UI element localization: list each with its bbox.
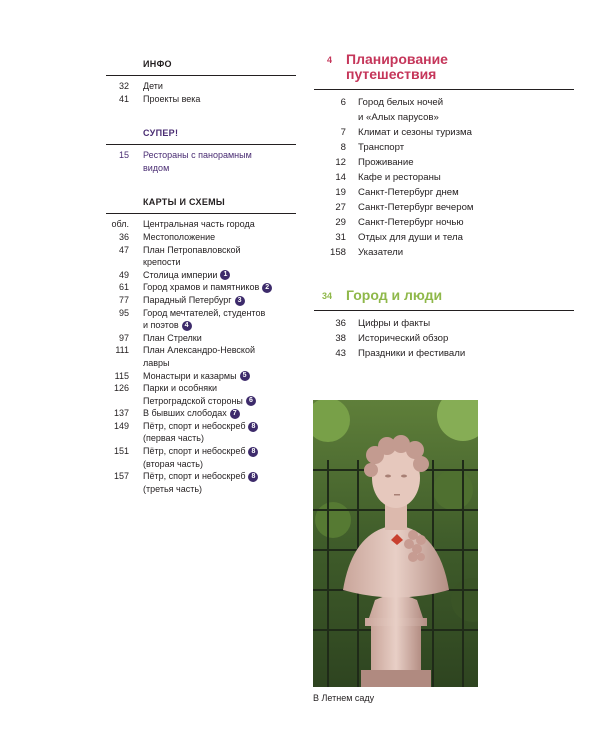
statue-photo <box>313 400 478 687</box>
chapter-heading-city[interactable] <box>314 288 574 303</box>
chapter-number: 4 <box>326 55 332 65</box>
route-number-badge: 7 <box>230 409 240 419</box>
list-item[interactable]: 115 Монастыри и казармы 5 <box>106 370 296 383</box>
route-number-badge: 2 <box>262 283 272 293</box>
route-number-badge: 6 <box>246 396 256 406</box>
list-item[interactable]: 32 Дети <box>118 81 163 91</box>
route-number-badge: 3 <box>235 296 245 306</box>
list-item[interactable]: 61 Город храмов и памятников 2 <box>106 281 296 294</box>
right-column <box>314 52 574 361</box>
list-item[interactable]: 97 План Стрелки <box>118 332 202 343</box>
route-number-badge: 8 <box>248 422 258 432</box>
super-divider <box>106 144 296 145</box>
chapter1-list <box>314 95 574 260</box>
chapter-title: Планирование путешествия <box>346 51 448 82</box>
list-item[interactable]: 19 Санкт-Петербург днем <box>335 187 459 198</box>
list-item[interactable]: 77 Парадный Петербург 3 <box>106 294 296 307</box>
route-number-badge: 8 <box>248 472 258 482</box>
list-item[interactable]: 47 План Петропавловской крепости <box>118 244 241 268</box>
super-list <box>106 149 296 174</box>
photo-caption: В Летнем саду <box>313 693 375 703</box>
chapter2-list <box>314 316 574 361</box>
chapter-heading-planning[interactable] <box>314 52 574 82</box>
list-item[interactable]: 158 Указатели <box>329 247 404 258</box>
list-item[interactable]: 8 Транспорт <box>340 142 405 153</box>
list-item[interactable]: 15 Рестораны с панорамным видом <box>118 150 252 173</box>
info-list <box>106 80 296 105</box>
list-item[interactable]: 38 Исторический обзор <box>335 333 449 344</box>
list-item[interactable]: 43 Праздники и фестивали <box>335 348 466 359</box>
maps-section-title: КАРТЫ И СХЕМЫ <box>143 197 226 208</box>
list-item[interactable]: 111 План Александро-Невской лавры <box>115 345 255 368</box>
list-item[interactable]: 27 Санкт-Петербург вечером <box>335 202 474 213</box>
list-item[interactable]: 149 Пётр, спорт и небоскреб 8 (первая часть) <box>106 420 296 445</box>
route-number-badge: 8 <box>248 447 258 457</box>
info-divider <box>106 75 296 76</box>
list-item[interactable]: 41 Проекты века <box>118 93 201 104</box>
maps-list <box>106 218 296 495</box>
list-item[interactable]: 14 Кафе и рестораны <box>335 172 441 183</box>
list-item[interactable]: 137 В бывших слободах 7 <box>106 407 296 420</box>
list-item[interactable]: 36 Местоположение <box>118 231 216 242</box>
chapter1-divider <box>314 89 574 90</box>
chapter2-divider <box>314 310 574 311</box>
super-section-title: СУПЕР! <box>143 128 179 139</box>
list-item[interactable]: 126 Парки и особняки Петроградской стороны 6 <box>106 382 296 407</box>
info-section-title: ИНФО <box>143 59 172 69</box>
list-item[interactable]: 49 Столица империи 1 <box>106 269 296 282</box>
list-item[interactable]: 157 Пётр, спорт и небоскреб 8 (третья часть) <box>106 470 296 495</box>
list-item[interactable]: 12 Проживание <box>335 157 414 168</box>
list-item[interactable]: 29 Санкт-Петербург ночью <box>335 217 464 228</box>
route-number-badge: 4 <box>182 321 192 331</box>
list-item[interactable]: 95 Город мечтателей, студентов и поэтов 4 <box>118 307 266 331</box>
list-item[interactable]: 6 Город белых ночей и «Алых парусов» <box>340 97 444 123</box>
chapter-number: 34 <box>321 291 332 301</box>
left-column <box>106 58 296 495</box>
maps-divider <box>106 213 296 214</box>
list-item[interactable]: обл. Центральная часть города <box>111 219 255 230</box>
bust-statue-image <box>313 400 478 687</box>
chapter-title: Город и люди <box>346 287 443 303</box>
list-item[interactable]: 36 Цифры и факты <box>335 318 431 329</box>
list-item[interactable]: 151 Пётр, спорт и небоскреб 8 (вторая часть) <box>106 445 296 470</box>
list-item[interactable]: 31 Отдых для души и тела <box>335 232 463 243</box>
route-number-badge: 1 <box>220 270 230 280</box>
route-number-badge: 5 <box>240 371 250 381</box>
list-item[interactable]: 7 Климат и сезоны туризма <box>340 127 472 138</box>
